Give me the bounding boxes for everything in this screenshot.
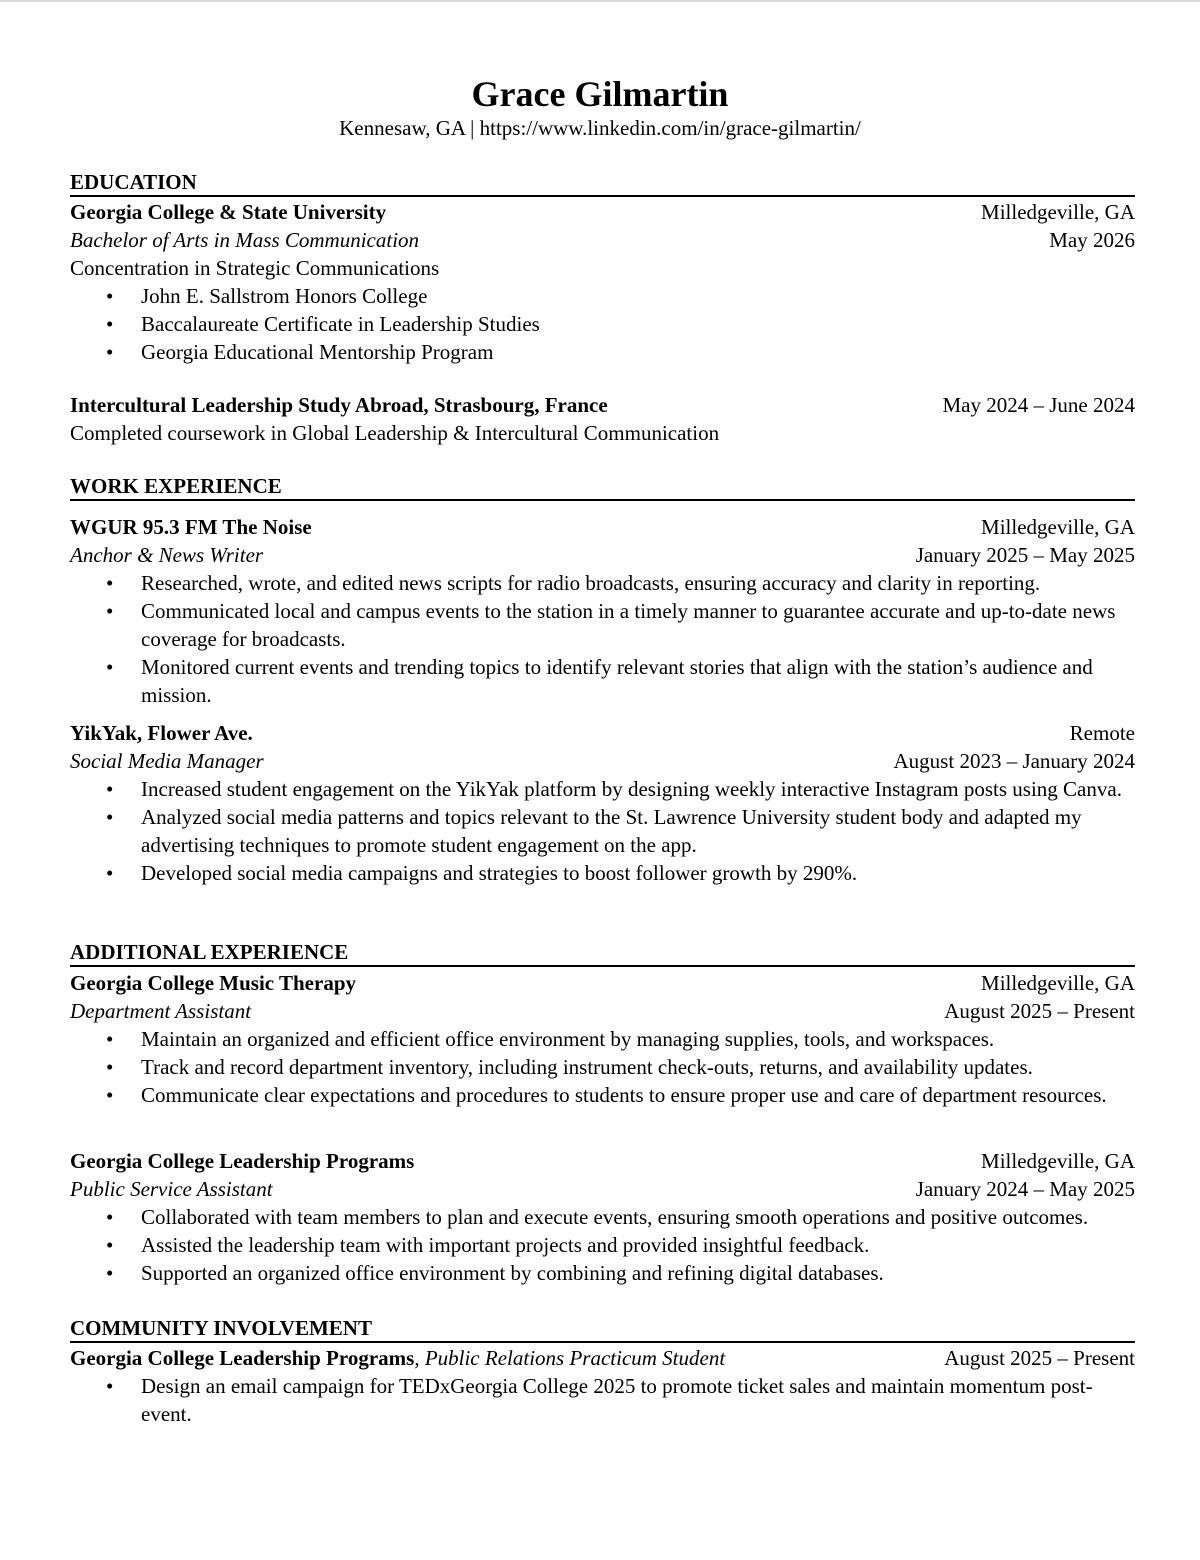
resume-header xyxy=(0,72,1200,142)
additional-entry xyxy=(70,969,1135,1109)
role-title: Public Relations Practicum Student xyxy=(424,1346,726,1370)
community-org-role: Georgia College Leadership Programs, Public Relations Practicum Student xyxy=(70,1346,726,1370)
list-item: • John E. Sallstrom Honors College xyxy=(70,282,1135,310)
community-section xyxy=(70,1315,1135,1428)
list-item: • Track and record department inventory, including instrument check-outs, returns, and availability updates. xyxy=(70,1053,1135,1081)
list-item: • Design an email campaign for TEDxGeorgia College 2025 to promote ticket sales and maintain momentum post-event. xyxy=(70,1372,1135,1428)
job-bullets xyxy=(70,775,1135,887)
abroad-program: Intercultural Leadership Study Abroad, Strasbourg, France xyxy=(70,393,608,417)
study-abroad xyxy=(70,391,1135,447)
concentration: Concentration in Strategic Communications xyxy=(70,256,440,280)
role-dates: January 2024 – May 2025 xyxy=(915,1177,1135,1201)
school-name: Georgia College & State University xyxy=(70,200,387,224)
section-title: EDUCATION xyxy=(70,169,1135,197)
list-item: • Researched, wrote, and edited news scripts for radio broadcasts, ensuring accuracy and clarity in reporting. xyxy=(70,569,1135,597)
job-bullets xyxy=(70,1203,1135,1287)
additional-entry xyxy=(70,1147,1135,1287)
work-entry xyxy=(70,719,1135,887)
role-dates: August 2025 – Present xyxy=(944,999,1135,1023)
role-title: Social Media Manager xyxy=(70,749,264,773)
role-row xyxy=(70,1175,1135,1203)
org-name: Georgia College Leadership Programs xyxy=(70,1149,415,1173)
abroad-description: Completed coursework in Global Leadership & Intercultural Communication xyxy=(70,421,720,445)
job-bullets xyxy=(70,1025,1135,1109)
section-title: WORK EXPERIENCE xyxy=(70,473,1135,501)
education-section xyxy=(70,169,1135,366)
role-title: Department Assistant xyxy=(70,999,252,1023)
school-location: Milledgeville, GA xyxy=(981,200,1135,224)
role-row xyxy=(70,997,1135,1025)
org-location: Milledgeville, GA xyxy=(981,971,1135,995)
list-item: • Assisted the leadership team with important projects and provided insightful feedback. xyxy=(70,1231,1135,1259)
role-row xyxy=(70,541,1135,569)
candidate-name: Grace Gilmartin xyxy=(471,74,729,114)
section-title: COMMUNITY INVOLVEMENT xyxy=(70,1315,1135,1343)
role-dates: January 2025 – May 2025 xyxy=(915,543,1135,567)
list-item: • Communicate clear expectations and procedures to students to ensure proper use and care of department resources. xyxy=(70,1081,1135,1109)
community-bullets xyxy=(70,1372,1135,1428)
role-row xyxy=(70,747,1135,775)
degree-name: Bachelor of Arts in Mass Communication xyxy=(70,228,420,252)
org-name: WGUR 95.3 FM The Noise xyxy=(70,515,312,539)
school-row xyxy=(70,198,1135,226)
list-item: • Baccalaureate Certificate in Leadership Studies xyxy=(70,310,1135,338)
job-bullets xyxy=(70,569,1135,709)
degree-row xyxy=(70,226,1135,254)
list-item: • Supported an organized office environment by combining and refining digital databases. xyxy=(70,1259,1135,1287)
list-item: • Developed social media campaigns and strategies to boost follower growth by 290%. xyxy=(70,859,1135,887)
org-row xyxy=(70,1344,1135,1372)
list-item: • Communicated local and campus events to the station in a timely manner to guarantee accurate and up-to-date news coverage for broadcasts. xyxy=(70,597,1135,653)
role-dates: August 2023 – January 2024 xyxy=(893,749,1135,773)
org-row xyxy=(70,719,1135,747)
work-section xyxy=(70,473,1135,501)
list-item: • Monitored current events and trending topics to identify relevant stories that align with the station’s audience and mission. xyxy=(70,653,1135,709)
role-title: Public Service Assistant xyxy=(70,1177,273,1201)
work-entry xyxy=(70,513,1135,709)
org-name: YikYak, Flower Ave. xyxy=(70,721,253,745)
org-name: Georgia College Music Therapy xyxy=(70,971,356,995)
org-row xyxy=(70,513,1135,541)
list-item: • Georgia Educational Mentorship Program xyxy=(70,338,1135,366)
list-item: • Increased student engagement on the YikYak platform by designing weekly interactive Instagram posts using Canva. xyxy=(70,775,1135,803)
role-dates: August 2025 – Present xyxy=(944,1346,1135,1370)
org-row xyxy=(70,969,1135,997)
list-item: • Analyzed social media patterns and topics relevant to the St. Lawrence University student body and adapted my advertising techniques to promote student engagement on the app. xyxy=(70,803,1135,859)
education-bullets xyxy=(70,282,1135,366)
abroad-row xyxy=(70,391,1135,419)
list-item: • Maintain an organized and efficient office environment by managing supplies, tools, and workspaces. xyxy=(70,1025,1135,1053)
org-location: Milledgeville, GA xyxy=(981,515,1135,539)
list-item: • Collaborated with team members to plan and execute events, ensuring smooth operations and positive outcomes. xyxy=(70,1203,1135,1231)
role-title: Anchor & News Writer xyxy=(70,543,264,567)
abroad-date: May 2024 – June 2024 xyxy=(942,393,1135,417)
additional-section xyxy=(70,939,1135,967)
org-location: Milledgeville, GA xyxy=(981,1149,1135,1173)
contact-line: Kennesaw, GA | https://www.linkedin.com/in/grace-gilmartin/ xyxy=(339,116,861,140)
org-location: Remote xyxy=(1069,721,1135,745)
org-row xyxy=(70,1147,1135,1175)
section-title: ADDITIONAL EXPERIENCE xyxy=(70,939,1135,967)
degree-date: May 2026 xyxy=(1049,228,1135,252)
org-name: Georgia College Leadership Programs xyxy=(70,1346,415,1370)
